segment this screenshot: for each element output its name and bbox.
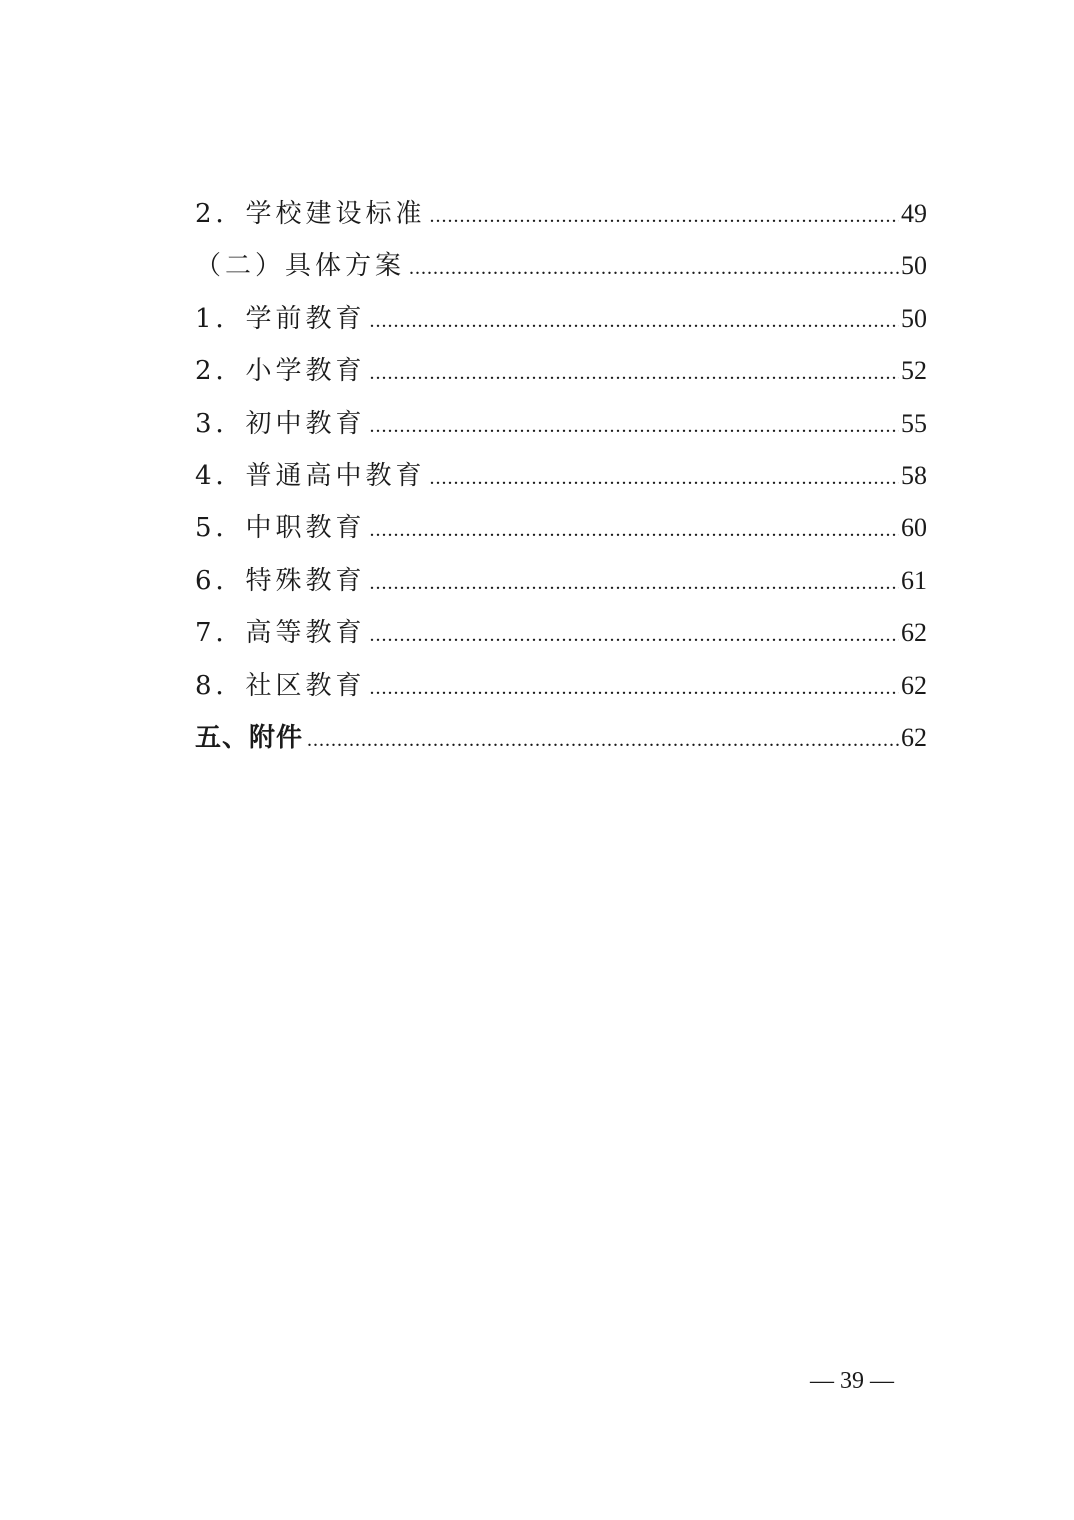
toc-entry-page-number: 62 bbox=[901, 618, 927, 648]
toc-leader-dots bbox=[370, 295, 899, 347]
toc-entry[interactable] bbox=[195, 660, 927, 712]
toc-entry[interactable] bbox=[195, 345, 927, 397]
toc-entry[interactable] bbox=[195, 607, 927, 659]
page-number-footer: — 39 — bbox=[810, 1368, 894, 1394]
toc-entry-label: 4．普通高中教育 bbox=[195, 460, 426, 491]
toc-entry[interactable] bbox=[195, 293, 927, 345]
toc-leader-dots bbox=[430, 452, 899, 504]
toc-entry[interactable] bbox=[195, 555, 927, 607]
toc-entry-heading[interactable] bbox=[195, 712, 927, 764]
toc-entry[interactable] bbox=[195, 502, 927, 554]
toc-entry-page-number: 61 bbox=[901, 565, 927, 595]
toc-entry-label: 3．初中教育 bbox=[195, 408, 366, 439]
toc-entry-page-number: 52 bbox=[901, 356, 927, 386]
toc-entry-label: 1．学前教育 bbox=[195, 303, 366, 334]
toc-leader-dots bbox=[307, 714, 899, 766]
toc-leader-dots bbox=[370, 662, 899, 714]
toc-entry-page-number: 55 bbox=[901, 408, 927, 438]
toc-entry-page-number: 50 bbox=[901, 303, 927, 333]
toc-entry[interactable] bbox=[195, 240, 927, 292]
toc-entry[interactable] bbox=[195, 188, 927, 240]
toc-entry-label: 2．学校建设标准 bbox=[195, 199, 426, 229]
toc-heading-label: 五、附件 bbox=[195, 722, 304, 753]
toc-entry-page-number: 49 bbox=[901, 199, 927, 228]
toc-leader-dots bbox=[370, 504, 899, 556]
toc-leader-dots bbox=[370, 347, 899, 399]
toc-leader-dots bbox=[370, 557, 899, 609]
toc-entry-label: （二）具体方案 bbox=[195, 251, 406, 282]
toc-entry-label: 5．中职教育 bbox=[195, 513, 366, 544]
toc-entry[interactable] bbox=[195, 398, 927, 450]
toc-entry-page-number: 60 bbox=[901, 513, 927, 543]
toc-leader-dots bbox=[430, 190, 899, 242]
toc-entry-page-number: 58 bbox=[901, 460, 927, 490]
toc-leader-dots bbox=[370, 609, 899, 661]
toc-leader-dots bbox=[370, 400, 899, 452]
toc-entry-label: 6．特殊教育 bbox=[195, 565, 366, 596]
toc-entry-page-number: 62 bbox=[901, 670, 927, 700]
toc-entry-label: 8．社区教育 bbox=[195, 670, 366, 701]
toc-entry-label: 7．高等教育 bbox=[195, 618, 366, 649]
toc-entry-label: 2．小学教育 bbox=[195, 356, 366, 387]
toc-entry[interactable] bbox=[195, 450, 927, 502]
toc-leader-dots bbox=[409, 242, 899, 294]
toc-entry-page-number: 62 bbox=[901, 722, 927, 752]
table-of-contents bbox=[195, 188, 927, 764]
toc-entry-page-number: 50 bbox=[901, 251, 927, 281]
